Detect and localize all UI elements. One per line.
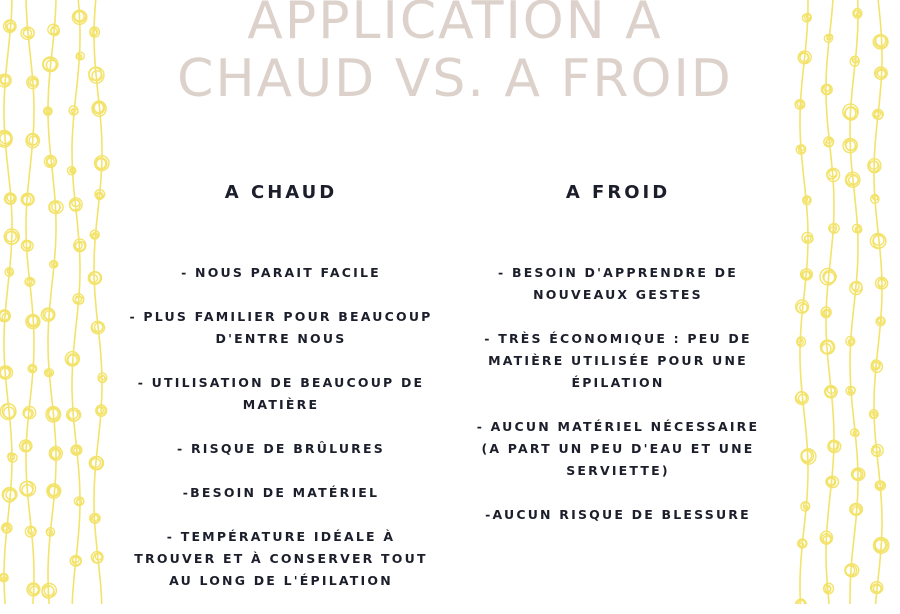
title-line-2: CHAUD VS. A FROID xyxy=(177,49,733,109)
scribble-circle-icon xyxy=(90,230,99,239)
column-heading-froid: A FROID xyxy=(565,182,671,203)
list-item: - RISQUE DE BRÛLURES xyxy=(177,441,385,456)
scribble-circle-icon xyxy=(50,261,58,268)
decorative-strand xyxy=(4,0,12,604)
scribble-circle-icon xyxy=(801,502,810,511)
column-chaud xyxy=(128,176,434,614)
column-heading-chaud: A CHAUD xyxy=(224,182,338,203)
scribble-circle-icon xyxy=(824,583,834,594)
list-item: - UTILISATION DE BEAUCOUP DE MATIÈRE xyxy=(137,375,425,412)
scribble-circle-icon xyxy=(798,539,807,548)
decorative-pattern-right xyxy=(790,0,900,604)
list-item: - TRÈS ÉCONOMIQUE : PEU DE MATIÈRE UTILISÉE POUR UNE ÉPILATION xyxy=(484,331,752,390)
scribble-circle-icon xyxy=(0,131,12,148)
scribble-circle-icon xyxy=(870,234,886,249)
scribble-circle-icon xyxy=(4,20,16,32)
scribble-circle-icon xyxy=(0,573,8,582)
scribble-circle-icon xyxy=(797,337,806,346)
list-item: -AUCUN RISQUE DE BLESSURE xyxy=(485,507,751,522)
scribble-circle-icon xyxy=(873,35,888,49)
decorative-strand xyxy=(26,0,34,604)
list-item: - NOUS PARAIT FACILE xyxy=(181,265,381,280)
scribble-circle-icon xyxy=(0,366,13,379)
list-item: -BESOIN DE MATÉRIEL xyxy=(182,485,380,500)
decorative-pattern-left xyxy=(0,0,120,604)
scribble-circle-icon xyxy=(853,9,862,19)
decorative-strand xyxy=(874,0,882,604)
title-line-1: APPLICATION A xyxy=(247,0,663,51)
page-title xyxy=(120,0,790,108)
list-item: - TEMPÉRATURE IDÉALE À TROUVER ET À CONSERVER TOUT AU LONG DE L'ÉPILATION xyxy=(134,529,428,588)
scribble-circle-icon xyxy=(68,167,76,175)
scribble-circle-icon xyxy=(42,584,56,599)
list-item: - PLUS FAMILIER POUR BEAUCOUP D'ENTRE NOUS xyxy=(129,309,433,346)
list-chaud xyxy=(128,262,434,592)
decorative-strand xyxy=(48,0,56,604)
list-item: - AUCUN MATÉRIEL NÉCESSAIRE (A PART UN PEU D'EAU ET UNE SERVIETTE) xyxy=(476,419,760,478)
scribble-circle-icon xyxy=(41,308,55,321)
column-froid xyxy=(468,176,768,548)
scribble-circle-icon xyxy=(845,564,859,577)
scribble-circle-icon xyxy=(74,497,83,506)
list-froid xyxy=(468,262,768,526)
list-item: - BESOIN D'APPRENDRE DE NOUVEAUX GESTES xyxy=(498,265,738,302)
scribble-circle-icon xyxy=(802,13,811,22)
